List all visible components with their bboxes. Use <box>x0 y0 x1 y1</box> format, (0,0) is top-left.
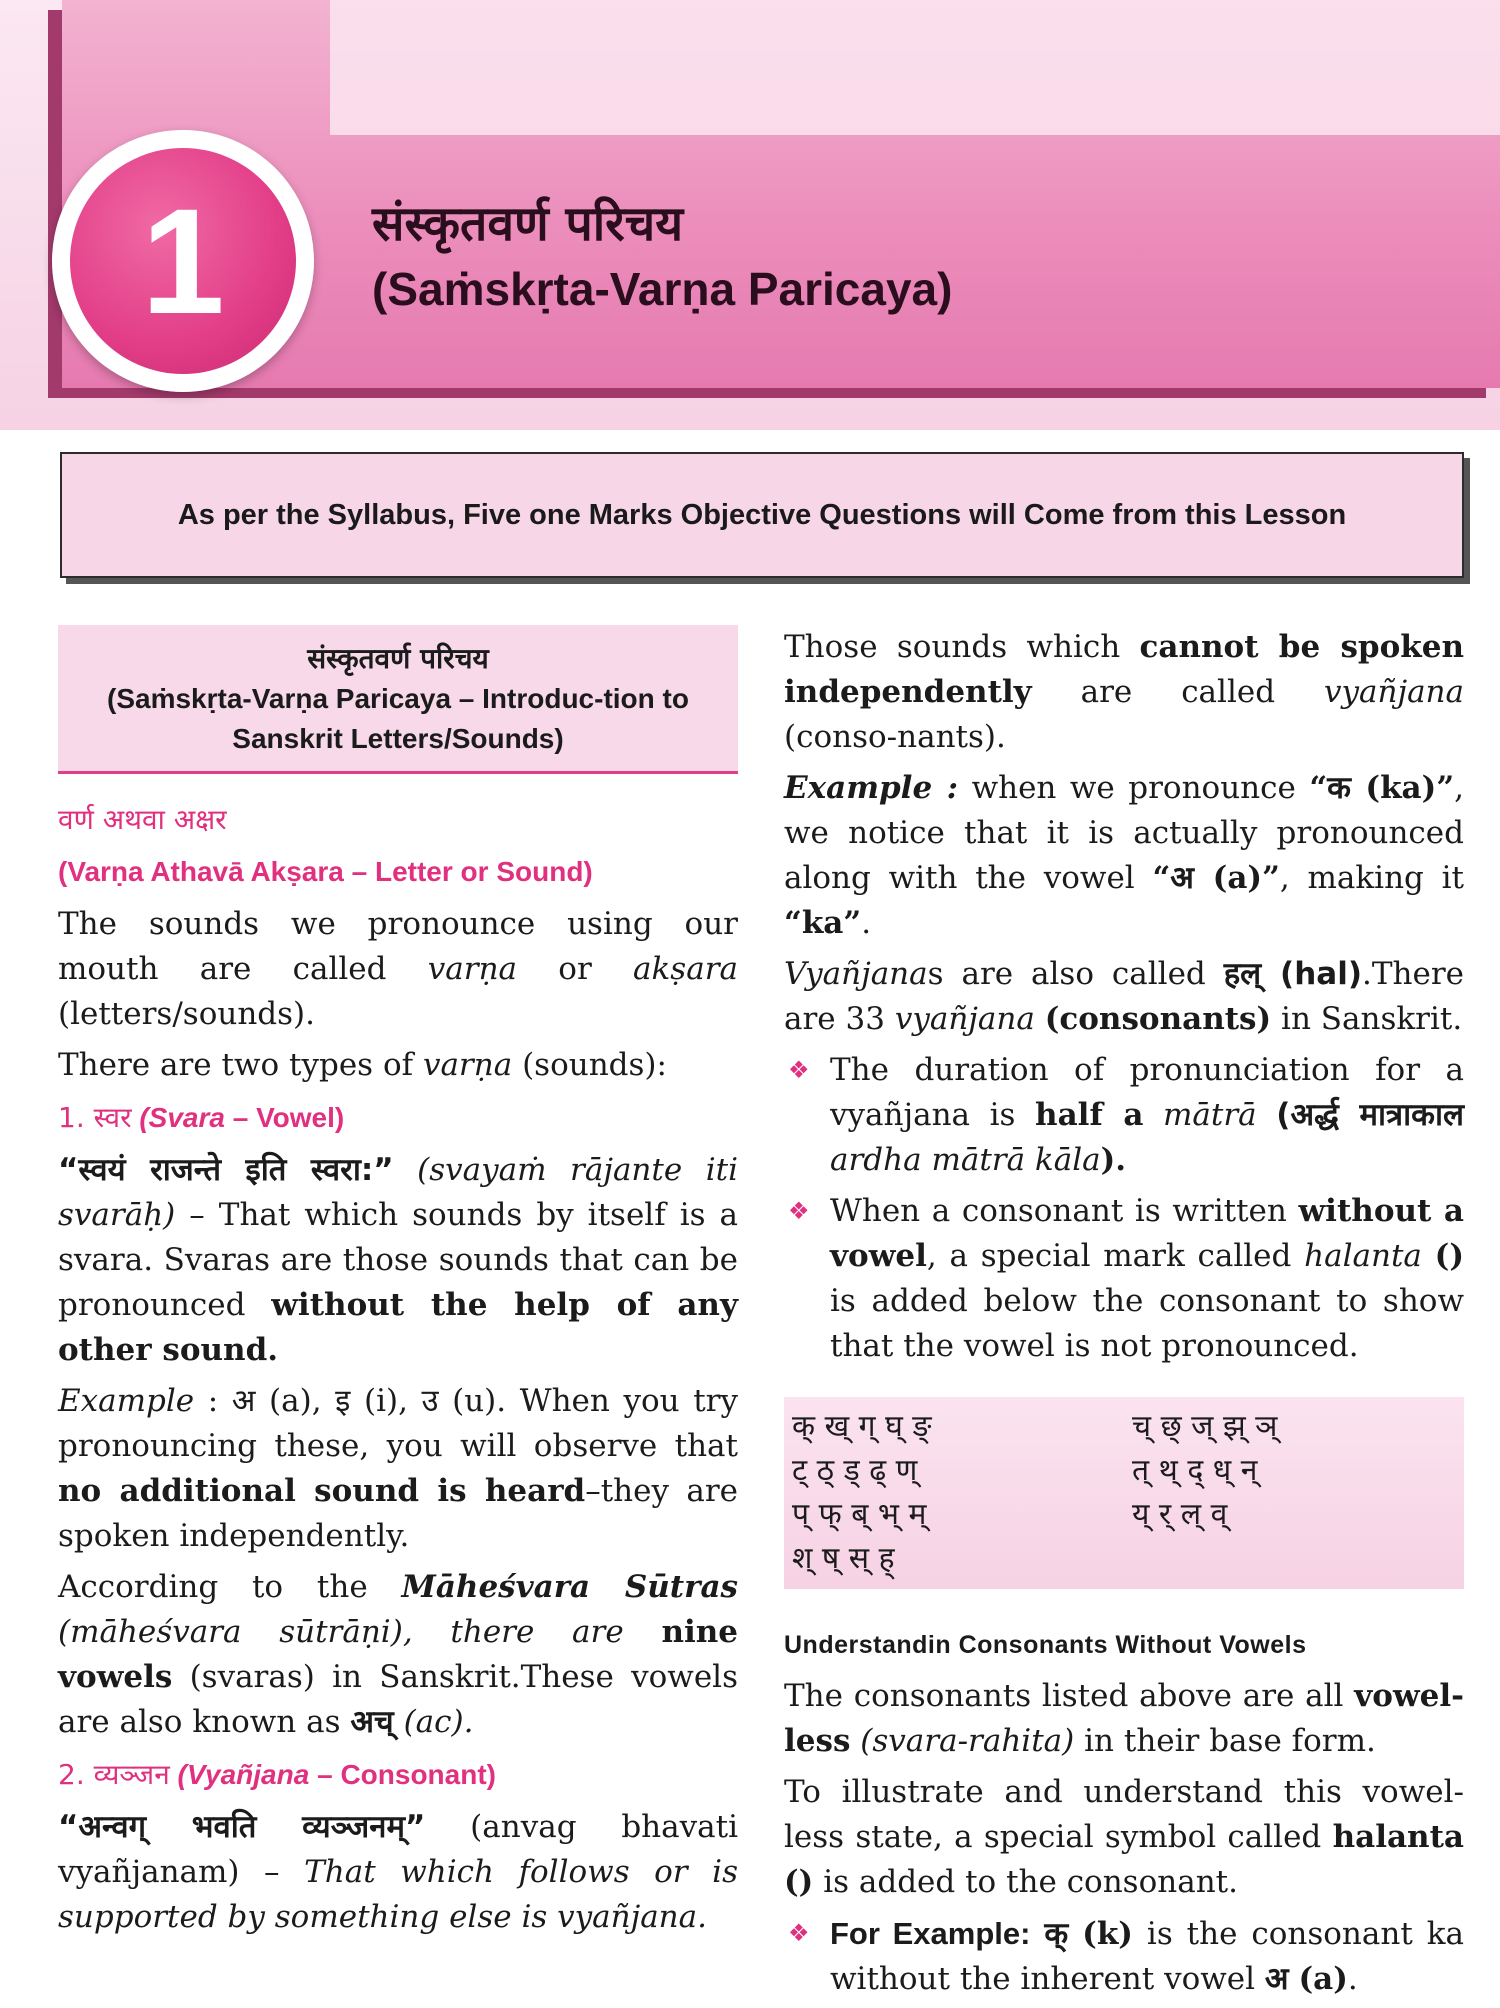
header-panel <box>330 0 1500 135</box>
right-column <box>784 625 1464 2008</box>
halanta-symbol-paragraph: To illustrate and understand this vowel-less state, a special symbol called halanta () is added to the consonant. <box>784 1774 1464 1900</box>
svara-heading: 1. स्वर (Svara – Vowel) <box>58 1101 345 1134</box>
consonant-table <box>784 1397 1464 1589</box>
bullet-duration: ❖ The duration of pronunciation for a vyañjana is half a mātrā (अर्द्ध मात्राकाल ardha mātrā kāla). <box>784 1048 1464 1183</box>
consonant-row: प् फ् ब् भ् म् <box>792 1497 927 1532</box>
bullet-diamond-icon: ❖ <box>788 1919 810 1947</box>
hal-paragraph: Vyañjanas are also called हल् (hal).There are 33 vyañjana (consonants) in Sanskrit. <box>784 956 1464 1037</box>
varna-intro-paragraph: The sounds we pronounce using our mouth are called varṇa or akṣara (letters/sounds). <box>58 906 738 1032</box>
vyanjana-definition: “अन्वग् भवति व्यञ्जनम्” (anvag bhavati vyañjanam) – That which follows or is supported by something else is vyañjana. <box>58 1809 738 1935</box>
consonant-row: क् ख् ग् घ् ङ् <box>792 1409 932 1444</box>
consonant-row: श् ष् स् ह् <box>792 1541 895 1576</box>
chapter-title-hindi: संस्कृतवर्ण परिचय <box>372 196 684 252</box>
consonant-row: च् छ् ज् झ् ञ् <box>1132 1409 1278 1444</box>
understand-heading: Understandin Consonants Without Vowels <box>784 1631 1307 1659</box>
vyanjana-paragraph: Those sounds which cannot be spoken independently are called vyañjana (conso-nants). <box>784 629 1464 755</box>
bullet-diamond-icon: ❖ <box>788 1197 810 1225</box>
chapter-header <box>0 0 1500 430</box>
consonant-row <box>1132 1537 1452 1581</box>
syllabus-note-box: As per the Syllabus, Five one Marks Objective Questions will Come from this Lesson <box>60 452 1464 578</box>
bullet-for-example: ❖ For Example: क् (k) is the consonant ka without the inherent vowel अ (a). <box>784 1911 1464 2002</box>
chapter-number-badge: 1 <box>70 148 296 374</box>
vyanjana-heading: 2. व्यञ्जन (Vyañjana – Consonant) <box>58 1758 496 1791</box>
topic-box <box>58 625 738 774</box>
svara-example: Example : अ (a), इ (i), उ (u). When you try pronouncing these, you will observe that no additional sound is heard–they are spoken independently. <box>58 1383 738 1554</box>
ka-example-paragraph: Example : when we pronounce “क (ka)”, we notice that it is actually pronounced along with the vowel “अ (a)”, making it “ka”. <box>784 770 1465 941</box>
topic-title-english: (Saṁskṛta-Varṇa Paricaya – Introduc-tion to Sanskrit Letters/Sounds) <box>107 683 689 754</box>
topic-title-hindi: संस्कृतवर्ण परिचय <box>307 642 489 675</box>
varna-types-paragraph: There are two types of varṇa (sounds): <box>58 1047 667 1083</box>
chapter-title-english: (Saṁskṛta-Varṇa Paricaya) <box>372 263 953 315</box>
mahesvara-paragraph: According to the Māheśvara Sūtras (māheśvara sūtrāṇi), there are nine vowels (svaras) in Sanskrit.These vowels are also known as अच् (ac). <box>58 1569 739 1740</box>
svara-definition: “स्वयं राजन्ते इति स्वरा:” (svayaṁ rājante iti svarāḥ) – That which sounds by itself is a svara. Svaras are those sounds that can be pronounced without the help of any other sound. <box>58 1152 738 1368</box>
bullet-halanta: ❖ When a consonant is written without a vowel, a special mark called halanta () is added below the consonant to show that the vowel is not pronounced. <box>784 1189 1464 1369</box>
vowel-less-paragraph: The consonants listed above are all vowel-less (svara-rahita) in their base form. <box>784 1678 1464 1759</box>
consonant-row: त् थ् द् ध् न् <box>1132 1453 1258 1488</box>
bullet-diamond-icon: ❖ <box>788 1056 810 1084</box>
varna-heading-english: (Varṇa Athavā Akṣara – Letter or Sound) <box>58 856 593 887</box>
consonant-row: ट् ठ् ड् ढ् ण् <box>792 1453 918 1488</box>
left-column <box>58 625 738 1946</box>
varna-heading-hindi: वर्ण अथवा अक्षर <box>58 803 227 836</box>
consonant-row: य् र् ल् व् <box>1132 1497 1228 1532</box>
